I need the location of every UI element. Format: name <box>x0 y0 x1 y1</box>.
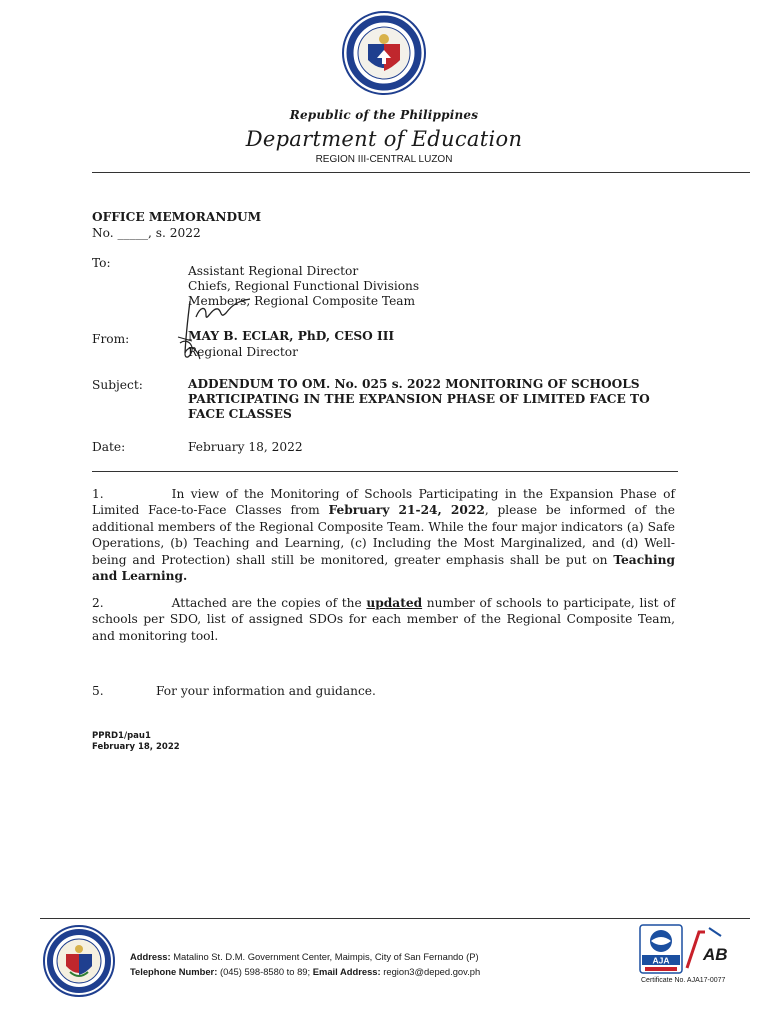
heading-divider <box>92 471 678 472</box>
republic-header: Republic of the Philippines <box>289 108 479 122</box>
from-title: Regional Director <box>188 345 298 359</box>
footer-contact: Telephone Number: (045) 598-8580 to 89; Email Address: region3@deped.gov.ph <box>130 966 481 977</box>
date-label: Date: <box>92 440 126 454</box>
memo-number: No. _____, s. 2022 <box>92 226 201 240</box>
subject-line: FACE CLASSES <box>188 407 292 421</box>
subject-line: PARTICIPATING IN THE EXPANSION PHASE OF LIMITED FACE TO <box>188 392 650 406</box>
memo-type: OFFICE MEMORANDUM <box>92 210 262 224</box>
reference-date: February 18, 2022 <box>92 742 180 752</box>
to-label: To: <box>92 256 111 270</box>
to-recipient: Assistant Regional Director <box>188 264 359 278</box>
paragraph-5: For your information and guidance. <box>156 684 376 698</box>
department-header: Department of Education <box>245 127 523 151</box>
footer-address: Address: Matalino St. D.M. Government Center, Maimpis, City of San Fernando (P) <box>130 951 479 962</box>
paragraph-5-number: 5. <box>92 684 104 698</box>
ab-logo-text: AB <box>703 945 728 964</box>
from-label: From: <box>92 332 130 346</box>
subject-line: ADDENDUM TO OM. No. 025 s. 2022 MONITORING OF SCHOOLS <box>188 377 640 391</box>
footer-divider <box>40 918 750 919</box>
aja-logo-text: AJA <box>652 955 670 966</box>
subject-label: Subject: <box>92 378 143 392</box>
paragraph-1: 1. In view of the Monitoring of Schools Participating in the Expansion Phase of Limited Face-to-Face Classes from February 21-24, 2022, please be informed of the additional members of the Regional Composite Team. While the four major indicators (a) Safe Operations, (b) Teaching and Learning, (c) Including the Most Marginalized, and (d) Well-being and Protection) shall still be monitored, greater emphasis shall be put on Teaching and Learning. <box>92 487 675 584</box>
deped-seal-icon <box>341 10 427 96</box>
region-header: REGION III-CENTRAL LUZON <box>315 154 453 165</box>
republic-seal-icon <box>42 924 116 998</box>
header-divider <box>92 172 750 173</box>
signature-icon <box>176 297 256 363</box>
reference-code: PPRD1/pau1 <box>92 731 151 741</box>
to-recipient: Members, Regional Composite Team <box>188 294 416 308</box>
to-recipient: Chiefs, Regional Functional Divisions <box>188 279 420 293</box>
certification-logos-icon <box>639 924 728 974</box>
certificate-number: Certificate No. AJA17-0077 <box>641 977 726 984</box>
paragraph-2: 2. Attached are the copies of the updated number of schools to participate, list of schools per SDO, list of assigned SDOs for each member of the Regional Composite Team, and monitoring tool. <box>92 596 675 643</box>
memo-date: February 18, 2022 <box>188 440 303 454</box>
from-name: MAY B. ECLAR, PhD, CESO III <box>188 329 395 343</box>
